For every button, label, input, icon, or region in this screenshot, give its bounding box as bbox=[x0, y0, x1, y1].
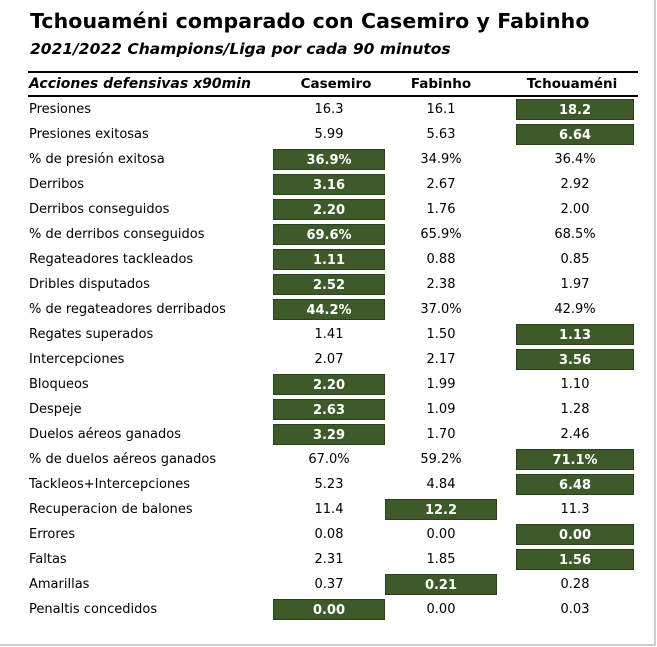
table-header bbox=[28, 71, 638, 97]
table-row bbox=[28, 172, 638, 197]
value-cell: 1.76 bbox=[426, 202, 456, 217]
row-label: Intercepciones bbox=[29, 352, 125, 367]
value-cell: 2.38 bbox=[426, 277, 456, 292]
value-cell: 67.0% bbox=[308, 452, 350, 467]
value-cell-highlighted: 44.2% bbox=[273, 299, 385, 320]
value-cell-highlighted: 6.48 bbox=[516, 474, 634, 495]
value-cell: 2.07 bbox=[314, 352, 344, 367]
value-cell: 37.0% bbox=[420, 302, 462, 317]
row-label: % de derribos conseguidos bbox=[29, 227, 205, 242]
value-cell: 5.63 bbox=[426, 127, 456, 142]
value-cell: 0.08 bbox=[314, 527, 344, 542]
header-fabinho: Fabinho bbox=[410, 76, 472, 92]
table-row bbox=[28, 322, 638, 347]
value-cell: 2.31 bbox=[314, 552, 344, 567]
value-cell: 16.3 bbox=[314, 102, 344, 117]
value-cell-highlighted: 0.00 bbox=[516, 524, 634, 545]
row-label: Faltas bbox=[29, 552, 67, 567]
value-cell: 0.03 bbox=[560, 602, 590, 617]
value-cell: 2.00 bbox=[560, 202, 590, 217]
value-cell: 1.41 bbox=[314, 327, 344, 342]
value-cell: 1.99 bbox=[426, 377, 456, 392]
value-cell: 0.00 bbox=[426, 602, 456, 617]
value-cell: 0.37 bbox=[314, 577, 344, 592]
row-label: Penaltis concedidos bbox=[29, 602, 158, 617]
page-title: Tchouaméni comparado con Casemiro y Fabinho bbox=[30, 9, 590, 33]
row-label: Bloqueos bbox=[29, 377, 89, 392]
row-label: Errores bbox=[29, 527, 76, 542]
value-cell: 1.85 bbox=[426, 552, 456, 567]
header-casemiro: Casemiro bbox=[300, 76, 372, 92]
value-cell: 0.00 bbox=[426, 527, 456, 542]
table-row bbox=[28, 197, 638, 222]
value-cell: 1.97 bbox=[560, 277, 590, 292]
value-cell: 65.9% bbox=[420, 227, 462, 242]
table-row bbox=[28, 222, 638, 247]
table-row bbox=[28, 422, 638, 447]
value-cell: 42.9% bbox=[554, 302, 596, 317]
value-cell: 16.1 bbox=[426, 102, 456, 117]
table-row bbox=[28, 247, 638, 272]
value-cell: 5.23 bbox=[314, 477, 344, 492]
value-cell: 59.2% bbox=[420, 452, 462, 467]
value-cell: 2.92 bbox=[560, 177, 590, 192]
table-row bbox=[28, 447, 638, 472]
table-row bbox=[28, 147, 638, 172]
table-row bbox=[28, 122, 638, 147]
value-cell-highlighted: 36.9% bbox=[273, 149, 385, 170]
table-row bbox=[28, 272, 638, 297]
value-cell: 1.70 bbox=[426, 427, 456, 442]
value-cell-highlighted: 6.64 bbox=[516, 124, 634, 145]
value-cell: 5.99 bbox=[314, 127, 344, 142]
row-label: Tackleos+Intercepciones bbox=[29, 477, 191, 492]
row-label: Dribles disputados bbox=[29, 277, 150, 292]
row-label: % de presión exitosa bbox=[29, 152, 165, 167]
value-cell: 4.84 bbox=[426, 477, 456, 492]
value-cell: 34.9% bbox=[420, 152, 462, 167]
value-cell-highlighted: 3.16 bbox=[273, 174, 385, 195]
page-subtitle: 2021/2022 Champions/Liga por cada 90 minutos bbox=[30, 40, 451, 58]
row-label: Derribos bbox=[29, 177, 85, 192]
value-cell-highlighted: 71.1% bbox=[516, 449, 634, 470]
table-row bbox=[28, 522, 638, 547]
row-label: Regates superados bbox=[29, 327, 154, 342]
value-cell: 0.85 bbox=[560, 252, 590, 267]
value-cell: 0.88 bbox=[426, 252, 456, 267]
table-row bbox=[28, 297, 638, 322]
row-label: % de duelos aéreos ganados bbox=[29, 452, 217, 467]
value-cell-highlighted: 1.11 bbox=[273, 249, 385, 270]
value-cell-highlighted: 69.6% bbox=[273, 224, 385, 245]
row-label: Duelos aéreos ganados bbox=[29, 427, 182, 442]
value-cell: 2.67 bbox=[426, 177, 456, 192]
value-cell-highlighted: 18.2 bbox=[516, 99, 634, 120]
value-cell: 1.50 bbox=[426, 327, 456, 342]
row-label: Presiones exitosas bbox=[29, 127, 149, 142]
table-row bbox=[28, 397, 638, 422]
value-cell: 2.17 bbox=[426, 352, 456, 367]
value-cell: 36.4% bbox=[554, 152, 596, 167]
value-cell: 1.10 bbox=[560, 377, 590, 392]
row-label: % de regateadores derribados bbox=[29, 302, 226, 317]
value-cell: 1.09 bbox=[426, 402, 456, 417]
row-label: Despeje bbox=[29, 402, 82, 417]
value-cell-highlighted: 3.56 bbox=[516, 349, 634, 370]
value-cell-highlighted: 2.20 bbox=[273, 199, 385, 220]
row-label: Amarillas bbox=[29, 577, 90, 592]
value-cell: 11.4 bbox=[314, 502, 344, 517]
header-tchouameni: Tchouaméni bbox=[526, 76, 618, 92]
value-cell-highlighted: 1.13 bbox=[516, 324, 634, 345]
value-cell-highlighted: 12.2 bbox=[385, 499, 497, 520]
table-row bbox=[28, 572, 638, 597]
value-cell: 0.28 bbox=[560, 577, 590, 592]
table-row bbox=[28, 547, 638, 572]
value-cell: 1.28 bbox=[560, 402, 590, 417]
table-row bbox=[28, 597, 638, 622]
value-cell-highlighted: 1.56 bbox=[516, 549, 634, 570]
header-label: Acciones defensivas x90min bbox=[29, 76, 251, 92]
value-cell: 11.3 bbox=[560, 502, 590, 517]
table-row bbox=[28, 472, 638, 497]
row-label: Presiones bbox=[29, 102, 92, 117]
table-row bbox=[28, 97, 638, 122]
value-cell-highlighted: 2.52 bbox=[273, 274, 385, 295]
table-body bbox=[28, 97, 638, 622]
table-row bbox=[28, 497, 638, 522]
row-label: Recuperacion de balones bbox=[29, 502, 193, 517]
table-row bbox=[28, 347, 638, 372]
value-cell-highlighted: 2.20 bbox=[273, 374, 385, 395]
value-cell: 68.5% bbox=[554, 227, 596, 242]
value-cell-highlighted: 2.63 bbox=[273, 399, 385, 420]
value-cell-highlighted: 3.29 bbox=[273, 424, 385, 445]
row-label: Regateadores tackleados bbox=[29, 252, 194, 267]
row-label: Derribos conseguidos bbox=[29, 202, 170, 217]
value-cell-highlighted: 0.21 bbox=[385, 574, 497, 595]
table-row bbox=[28, 372, 638, 397]
value-cell: 2.46 bbox=[560, 427, 590, 442]
value-cell-highlighted: 0.00 bbox=[273, 599, 385, 620]
